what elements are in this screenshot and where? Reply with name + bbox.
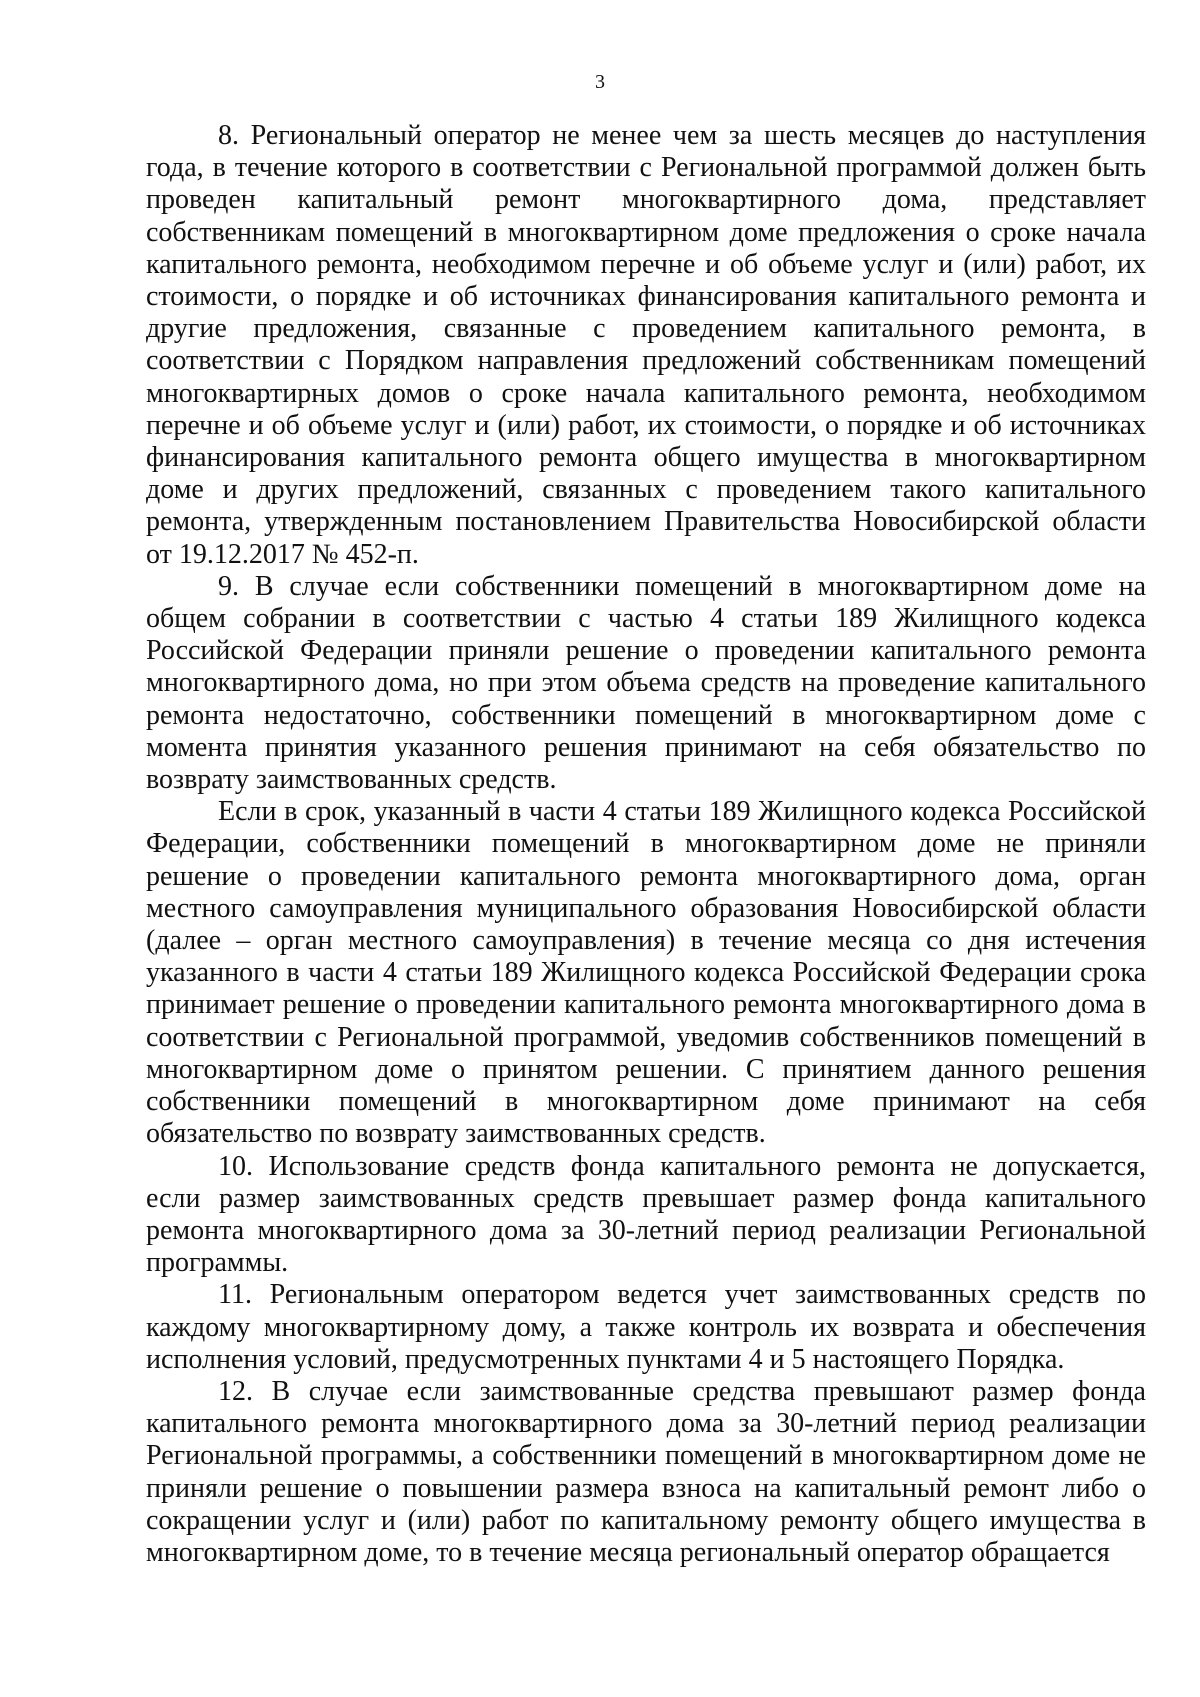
paragraph-11: 11. Региональным оператором ведется учет заимствованных средств по каждому многоквартирному дому, а также контроль их возврата и обеспечения исполнения условий, предусмотренных пунктами 4 и 5 настоящего Порядка.: [146, 1279, 1146, 1375]
paragraph-8: 8. Региональный оператор не менее чем за шесть месяцев до наступления года, в течение которого в соответствии с Региональной программой должен быть проведен капитальный ремонт многоквартирного дома, представляет собственникам помещений в многоквартирном доме предложения о сроке начала капитального ремонта, необходимом перечне и об объеме услуг и (или) работ, их стоимости, о порядке и об источниках финансирования капитального ремонта и другие предложения, связанные с проведением капитального ремонта, в соответствии с Порядком направления предложений собственникам помещений многоквартирных домов о сроке начала капитального ремонта, необходимом перечне и об объеме услуг и (или) работ, их стоимости, о порядке и об источниках финансирования капитального ремонта общего имущества в многоквартирном доме и других предложений, связанных с проведением такого капитального ремонта, утвержденным постановлением Правительства Новосибирской области от 19.12.2017 № 452-п.: [146, 120, 1146, 570]
paragraph-9-continued: Если в срок, указанный в части 4 статьи 189 Жилищного кодекса Российской Федерации, собственники помещений в многоквартирном доме не приняли решение о проведении капитального ремонта многоквартирного дома, орган местного самоуправления муниципального образования Новосибирской области (далее – орган местного самоуправления) в течение месяца со дня истечения указанного в части 4 статьи 189 Жилищного кодекса Российской Федерации срока принимает решение о проведении капитального ремонта многоквартирного дома в соответствии с Региональной программой, уведомив собственников помещений в многоквартирном доме о принятом решении. С принятием данного решения собственники помещений в многоквартирном доме принимают на себя обязательство по возврату заимствованных средств.: [146, 796, 1146, 1150]
paragraph-9: 9. В случае если собственники помещений в многоквартирном доме на общем собрании в соответствии с частью 4 статьи 189 Жилищного кодекса Российской Федерации приняли решение о проведении капитального ремонта многоквартирного дома, но при этом объема средств на проведение капитального ремонта недостаточно, собственники помещений в многоквартирном доме с момента принятия указанного решения принимают на себя обязательство по возврату заимствованных средств.: [146, 570, 1146, 796]
document-body: [146, 120, 1146, 1569]
paragraph-10: 10. Использование средств фонда капитального ремонта не допускается, если размер заимствованных средств превышает размер фонда капитального ремонта многоквартирного дома за 30-летний период реализации Региональной программы.: [146, 1150, 1146, 1279]
page-number: 3: [595, 71, 605, 93]
paragraph-12: 12. В случае если заимствованные средства превышают размер фонда капитального ремонта многоквартирного дома за 30-летний период реализации Региональной программы, а собственники помещений в многоквартирном доме не приняли решение о повышении размера взноса на капитальный ремонт либо о сокращении услуг и (или) работ по капитальному ремонту общего имущества в многоквартирном доме, то в течение месяца региональный оператор обращается: [146, 1375, 1146, 1568]
